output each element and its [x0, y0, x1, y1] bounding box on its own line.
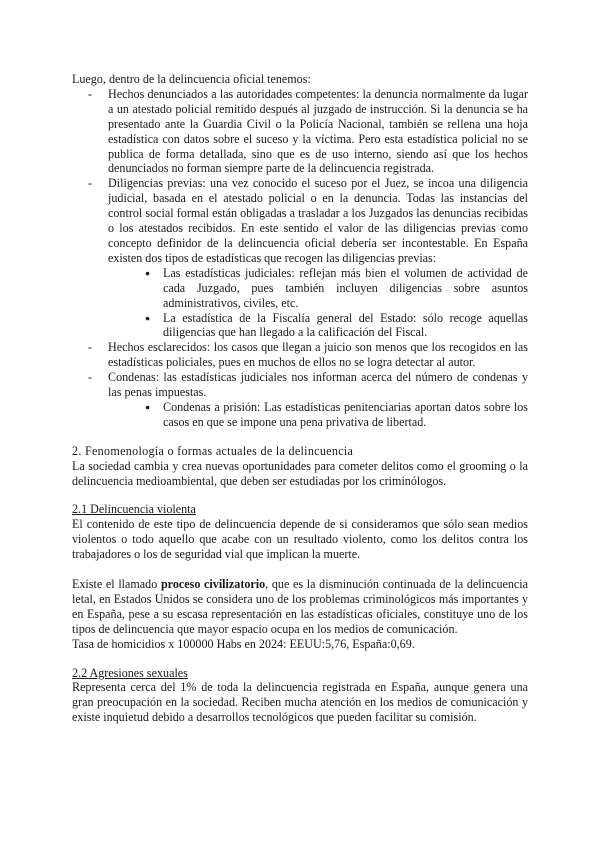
list-item-hechos-esclarecidos — [72, 340, 528, 370]
section-2-1-heading: 2.1 Delincuencia violenta — [72, 502, 196, 517]
section-2-text: La sociedad cambia y crea nuevas oportunidades para cometer delitos como el grooming o la delincuencia medioambiental, que deben ser estudiadas por los criminólogos. — [72, 458, 528, 488]
section-2-1-paragraph-2 — [72, 577, 528, 637]
bullet-item-estadisticas-judiciales: ● Las estadísticas judiciales: reflejan más bien el volumen de actividad de cada Juzgado, pues también incluyen diligencias sobre asuntos administrativos, civiles, etc. — [144, 266, 528, 311]
bullet-item-condenas-prision: ● Condenas a prisión: Las estadísticas penitenciarias aportan datos sobre los casos en que se impone una pena privativa de libertad. — [144, 400, 528, 430]
spacer — [72, 562, 528, 577]
list-item-hechos-denunciados — [72, 87, 528, 176]
section-2-heading: 2. Fenomenología o formas actuales de la delincuencia — [72, 443, 354, 458]
document-page — [72, 72, 528, 725]
intro-text: Luego, dentro de la delincuencia oficial tenemos: — [72, 72, 311, 86]
paragraph-text: , que es la disminución continuada de la delincuencia letal, en Estados Unidos se considera uno de los problemas criminológicos más importantes y en España, pese a su escasa representación en las estadísticas oficiales, constituye uno de los tipos de delincuencia que mayor espacio ocupa en los medios de comunicación. — [72, 576, 528, 636]
list-item-diligencias-previas — [72, 176, 528, 340]
section-2-1-paragraph-1: El contenido de este tipo de delincuencia depende de si consideramos que sólo sean medios violentos o todo aquello que acabe con un resultado violento, como los delitos contra los trabajadores o los de seguridad vial que implican la muerte. — [72, 517, 528, 562]
statistics-types-list — [108, 266, 528, 341]
section-2-2-heading: 2.2 Agresiones sexuales — [72, 665, 188, 680]
paragraph-text: Existe el llamado — [72, 576, 161, 591]
condenas-list — [108, 400, 528, 430]
spacer — [72, 488, 528, 502]
list-item-condenas — [72, 370, 528, 430]
list-item-text: Condenas: las estadísticas judiciales nos informan acerca del número de condenas y las penas impuestas. — [108, 370, 528, 400]
section-2-2-text: Representa cerca del 1% de toda la delincuencia registrada en España, aunque genera una gran preocupación en la sociedad. Reciben mucha atención en los medios de comunicación y existe inquietud debido a desarrollos tecnológicos que pueden facilitar su comisión. — [72, 680, 528, 725]
list-item-text: Hechos esclarecidos: los casos que llegan a juicio son menos que los recogidos en las estadísticas policiales, pues en muchos de ellos no se logra detectar al autor. — [108, 340, 528, 370]
bullet-item-estadistica-fiscalia: ● La estadística de la Fiscalía general del Estado: sólo recoge aquellas diligencias que han llegado a la calificación del Fiscal. — [144, 311, 528, 341]
list-item-text: Hechos denunciados a las autoridades competentes: la denuncia normalmente da lugar a un atestado policial remitido después al juzgado de instrucción. Si la denuncia se ha presentado ante la Guardia Civil o la Policía Nacional, también se rellena una hoja estadística con datos sobre el suceso y la víctima. Pero esta estadística policial no se publica de forma detallada, sino que es de uso interno, siendo así que los hechos denunciados no forman siempre parte de la delincuencia registrada. — [108, 86, 528, 176]
homicide-rates-line: Tasa de homicidios x 100000 Habs en 2024: EEUU:5,76, España:0,69. — [72, 636, 415, 651]
list-item-text: Diligencias previas: una vez conocido el suceso por el Juez, se incoa una diligencia judicial, basada en el atestado policial o en la denuncia. Todas las instancias del control social formal están obligadas a trasladar a los Juzgados las denuncias recibidas o los atestados recibidos. En este sentido el valor de las diligencias previas como concepto definidor de la delincuencia oficial debería ser incontestable. En España existen dos tipos de estadísticas que recogen las diligencias previas: — [108, 176, 528, 265]
term-proceso-civilizatorio: proceso civilizatorio — [160, 576, 266, 591]
official-crime-list — [72, 87, 528, 430]
spacer — [72, 652, 528, 666]
